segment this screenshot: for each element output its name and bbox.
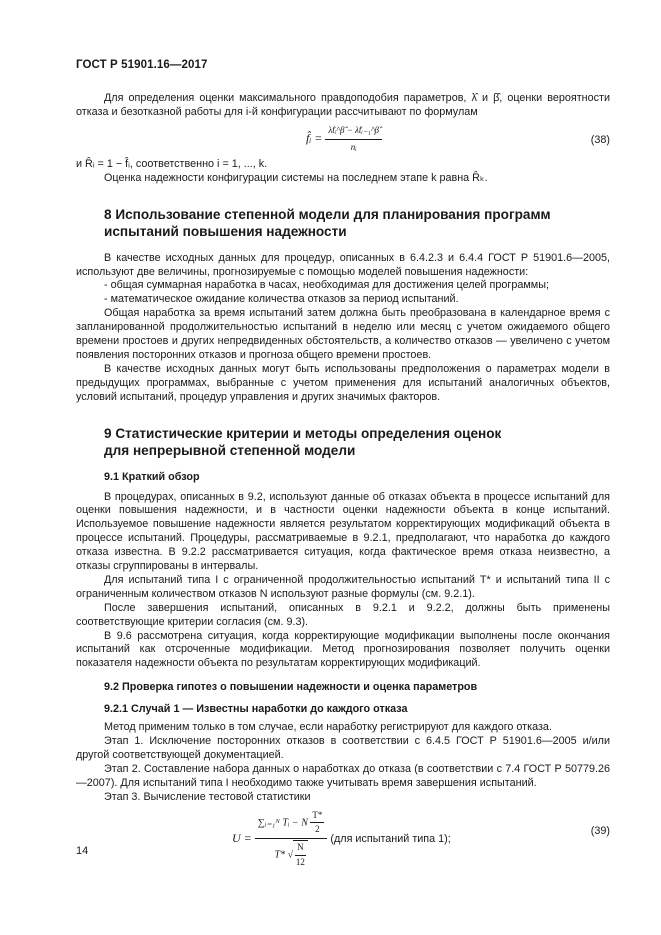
formula-39-lhs: U = xyxy=(232,831,252,846)
intro-paragraph-3: Оценка надежности конфигурации системы на последнем этапе k равна R̂ₖ. xyxy=(104,171,488,184)
formula-39-sqrt-frac-top: N xyxy=(295,841,306,856)
formula-38-denominator: nᵢ xyxy=(350,141,357,152)
formula-39-number: (39) xyxy=(590,824,610,837)
section-8-heading-line1: 8 Использование степенной модели для планирования программ xyxy=(104,206,551,222)
formula-39-sqrt xyxy=(293,840,308,870)
formula-39-sqrt-frac xyxy=(295,841,306,870)
formula-39-numerator-frac-bottom: 2 xyxy=(315,824,320,835)
formula-38-fraction xyxy=(325,124,382,155)
section-8-paragraph: Общая наработка за время испытаний затем должна быть преобразована в календарное время с запланированной продолжительностью испытаний в неделю или месяц с учетом ожидаемого общего времени простоев и других непредвиденных обстоятельств, а количество отказов — увеличено с учетом появления посторонних отказов и прогноза общего времени простоев. xyxy=(76,307,610,361)
section-9-heading xyxy=(104,425,610,459)
formula-39-note: (для испытаний типа 1); xyxy=(330,832,451,845)
formula-38 xyxy=(76,124,610,158)
page-content xyxy=(76,92,610,868)
formula-39 xyxy=(76,809,610,868)
formula-39-expression xyxy=(232,809,451,871)
formula-39-numerator-frac-top: T* xyxy=(310,809,324,824)
intro-paragraph: Для определения оценки максимального правдоподобия параметров, λ̂ и β̂, оценки вероятности отказа и безотказной работы для i-й конфигурации рассчитывают по формулам xyxy=(76,92,610,118)
formula-38-number: (38) xyxy=(590,133,610,146)
formula-39-numerator-sum: ∑ᵢ₌₁ᴺ Tᵢ − N xyxy=(257,817,308,829)
section-8-list-item: - математическое ожидание количества отказов за период испытаний. xyxy=(104,293,459,306)
formula-39-denominator-t: T* xyxy=(274,850,286,862)
page-number: 14 xyxy=(76,845,89,857)
subsection-9-2-title: 9.2 Проверка гипотез о повышении надежности и оценка параметров xyxy=(104,681,478,694)
section-8-paragraph: В качестве исходных данных для процедур, описанных в 6.4.2.3 и 6.4.4 ГОСТ Р 51901.6—2005, используют две величины, прогнозируемые с помощью моделей повышения надежности: xyxy=(76,251,610,278)
formula-38-expression xyxy=(306,124,382,155)
section-8-list-item: - общая суммарная наработка в часах, необходимая для достижения целей программы; xyxy=(104,279,549,292)
formula-38-numerator: λ̂tᵢ^β̂ − λ̂tᵢ₋₁^β̂ xyxy=(325,124,382,140)
subsection-9-2-1-paragraph: Этап 2. Составление набора данных о наработках до отказа (в соответствии с 7.4 ГОСТ Р 50779.26—2007). Для испытаний типа I необходимо также учитывать время завершения испытаний. xyxy=(76,762,610,789)
formula-38-lhs: f̂ᵢ = xyxy=(306,130,323,145)
section-9-heading-line2: для непрерывной степенной модели xyxy=(104,442,356,458)
subsection-9-2-1-paragraph: Этап 3. Вычисление тестовой статистики xyxy=(104,790,311,803)
subsection-9-2-1-paragraph: Метод применим только в том случае, если наработку регистрируют для каждого отказа. xyxy=(104,721,552,734)
subsection-9-1-paragraph: После завершения испытаний, описанных в 9.2.1 и 9.2.2, должны быть применены соответствующие критерии согласия (см. 9.3). xyxy=(76,601,610,628)
document-header: ГОСТ Р 51901.16—2017 xyxy=(76,59,208,71)
section-8-heading xyxy=(104,206,610,240)
section-9-heading-line1: 9 Статистические критерии и методы определения оценок xyxy=(104,425,502,441)
formula-39-sqrt-frac-bottom: 12 xyxy=(295,857,305,868)
formula-39-denominator: T* √ $\frac{N}{12}$ xyxy=(255,839,328,870)
subsection-9-2-1-paragraph: Этап 1. Исключение посторонних отказов в соответствии с 6.4.5 ГОСТ Р 51901.6—2005 и/или другой соответствующей документацией. xyxy=(76,735,610,761)
subsection-9-2-1-title: 9.2.1 Случай 1 — Известны наработки до каждого отказа xyxy=(104,703,408,716)
intro-paragraph-2: и R̂ᵢ = 1 − f̂ᵢ, соответственно i = 1, ..., k. xyxy=(76,157,268,170)
section-8-paragraph: В качестве исходных данных могут быть использованы предположения о параметрах модели в предыдущих программах, выбранные с учетом применения для испытаний аналогичных объектов, условий испытаний, процедур управления и других значимых факторов. xyxy=(76,362,610,403)
formula-39-numerator-frac xyxy=(310,809,324,838)
subsection-9-1-paragraph: В 9.6 рассмотрена ситуация, когда корректирующие модификации выполнены после окончания испытаний как отсроченные модификации. Метод прогнозирования позволяет получить оценки показателя надежности объекта по результатам корректирующих модификаций. xyxy=(76,629,610,670)
subsection-9-1-paragraph: В процедурах, описанных в 9.2, используют данные об отказах объекта в процессе испытаний для оценки повышения надежности, и в частности оценки надежности объекта в конце испытаний. Используемое повышение надежности является результатом корректирующих модификаций объекта в процессе испытаний. Процедуры, рассматриваемые в 9.2.1, предполагают, что наработка до каждого отказа известна. В 9.2.2 рассматривается ситуация, когда фактическое время отказа неизвестно, а отказы сгруппированы в интервалы. xyxy=(76,490,610,573)
subsection-9-1-paragraph: Для испытаний типа I с ограниченной продолжительностью испытаний T* и испытаний типа II с ограниченным количеством отказов N используют разные формулы (см. 9.2.1). xyxy=(76,573,610,600)
section-8-heading-line2: испытаний повышения надежности xyxy=(104,223,347,239)
subsection-9-1-title: 9.1 Краткий обзор xyxy=(104,470,200,483)
formula-39-numerator xyxy=(255,809,328,840)
formula-39-fraction xyxy=(255,809,328,871)
